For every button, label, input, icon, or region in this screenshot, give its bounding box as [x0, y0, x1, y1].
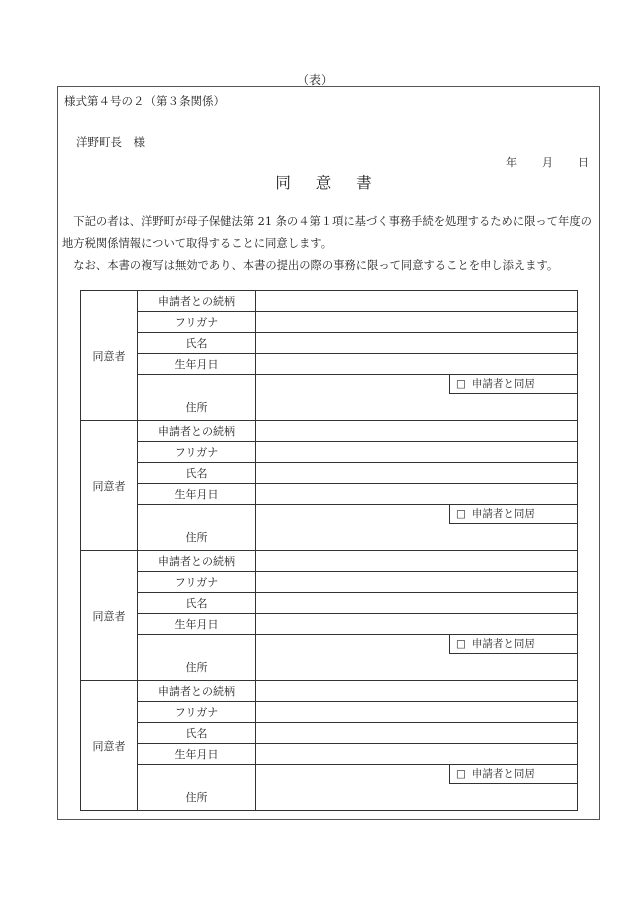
table-row — [81, 463, 578, 484]
field-value-address[interactable] — [256, 635, 578, 681]
table-row — [81, 375, 578, 421]
checkbox-icon[interactable]: □ — [456, 508, 466, 520]
date-year-label: 年 — [506, 156, 517, 169]
field-value-name[interactable] — [256, 593, 578, 614]
table-row — [81, 354, 578, 375]
date-row — [506, 154, 589, 170]
table-row — [81, 572, 578, 593]
form-number: 様式第４号の２（第３条関係） — [64, 94, 225, 108]
table-row — [81, 702, 578, 723]
table-row — [81, 635, 578, 681]
field-label-address: 住所 — [138, 505, 256, 551]
body-text — [62, 211, 595, 277]
table-row — [81, 723, 578, 744]
field-label-birthdate: 生年月日 — [138, 744, 256, 765]
side-label: （表） — [296, 73, 333, 87]
field-label-name: 氏名 — [138, 593, 256, 614]
addressee: 洋野町長 様 — [76, 135, 145, 149]
field-value-name[interactable] — [256, 463, 578, 484]
consent-table — [80, 290, 578, 811]
field-value-address[interactable] — [256, 505, 578, 551]
consenter-label: 同意者 — [81, 291, 138, 421]
field-label-relation: 申請者との続柄 — [138, 681, 256, 702]
table-row — [81, 484, 578, 505]
field-label-furigana: フリガナ — [138, 702, 256, 723]
table-row — [81, 765, 578, 811]
field-label-birthdate: 生年月日 — [138, 614, 256, 635]
field-label-address: 住所 — [138, 765, 256, 811]
cohabit-option[interactable] — [449, 765, 577, 784]
cohabit-option[interactable] — [449, 635, 577, 654]
table-row — [81, 614, 578, 635]
consenter-label: 同意者 — [81, 681, 138, 811]
cohabit-label: 申請者と同居 — [471, 508, 535, 520]
consenter-label: 同意者 — [81, 421, 138, 551]
field-value-address[interactable] — [256, 375, 578, 421]
field-label-furigana: フリガナ — [138, 442, 256, 463]
field-value-furigana[interactable] — [256, 442, 578, 463]
field-label-furigana: フリガナ — [138, 572, 256, 593]
field-value-birthdate[interactable] — [256, 744, 578, 765]
checkbox-icon[interactable]: □ — [456, 638, 466, 650]
field-label-furigana: フリガナ — [138, 312, 256, 333]
consent-paragraph: 下記の者は、洋野町が母子保健法第 21 条の４第１項に基づく事務手続を処理するために限って年度の地方税関係情報について取得することに同意します。 — [62, 215, 592, 250]
checkbox-icon[interactable]: □ — [456, 768, 466, 780]
cohabit-option[interactable] — [449, 375, 577, 394]
field-label-relation: 申請者との続柄 — [138, 291, 256, 312]
field-value-name[interactable] — [256, 333, 578, 354]
field-value-birthdate[interactable] — [256, 354, 578, 375]
field-value-relation[interactable] — [256, 291, 578, 312]
table-row — [81, 551, 578, 572]
field-label-name: 氏名 — [138, 723, 256, 744]
field-value-relation[interactable] — [256, 681, 578, 702]
field-value-relation[interactable] — [256, 551, 578, 572]
cohabit-label: 申請者と同居 — [471, 768, 535, 780]
field-value-furigana[interactable] — [256, 312, 578, 333]
consenter-label: 同意者 — [81, 551, 138, 681]
table-row — [81, 593, 578, 614]
field-label-name: 氏名 — [138, 463, 256, 484]
cohabit-label: 申請者と同居 — [471, 378, 535, 390]
field-label-address: 住所 — [138, 635, 256, 681]
field-label-address: 住所 — [138, 375, 256, 421]
table-row — [81, 744, 578, 765]
field-label-birthdate: 生年月日 — [138, 484, 256, 505]
copy-notice-paragraph: なお、本書の複写は無効であり、本書の提出の際の事務に限って同意することを申し添えます。 — [73, 259, 559, 272]
form-frame — [57, 86, 600, 820]
date-day-label: 日 — [578, 156, 589, 169]
field-value-furigana[interactable] — [256, 702, 578, 723]
table-row — [81, 333, 578, 354]
field-value-birthdate[interactable] — [256, 484, 578, 505]
table-row — [81, 505, 578, 551]
cohabit-label: 申請者と同居 — [471, 638, 535, 650]
field-label-birthdate: 生年月日 — [138, 354, 256, 375]
field-label-relation: 申請者との続柄 — [138, 421, 256, 442]
field-value-name[interactable] — [256, 723, 578, 744]
table-row — [81, 291, 578, 312]
document-title: 同 意 書 — [275, 174, 382, 192]
table-row — [81, 312, 578, 333]
field-label-name: 氏名 — [138, 333, 256, 354]
table-row — [81, 421, 578, 442]
checkbox-icon[interactable]: □ — [456, 378, 466, 390]
cohabit-option[interactable] — [449, 505, 577, 524]
table-row — [81, 681, 578, 702]
field-value-furigana[interactable] — [256, 572, 578, 593]
field-value-address[interactable] — [256, 765, 578, 811]
table-row — [81, 442, 578, 463]
field-value-birthdate[interactable] — [256, 614, 578, 635]
field-label-relation: 申請者との続柄 — [138, 551, 256, 572]
date-month-label: 月 — [542, 156, 553, 169]
field-value-relation[interactable] — [256, 421, 578, 442]
